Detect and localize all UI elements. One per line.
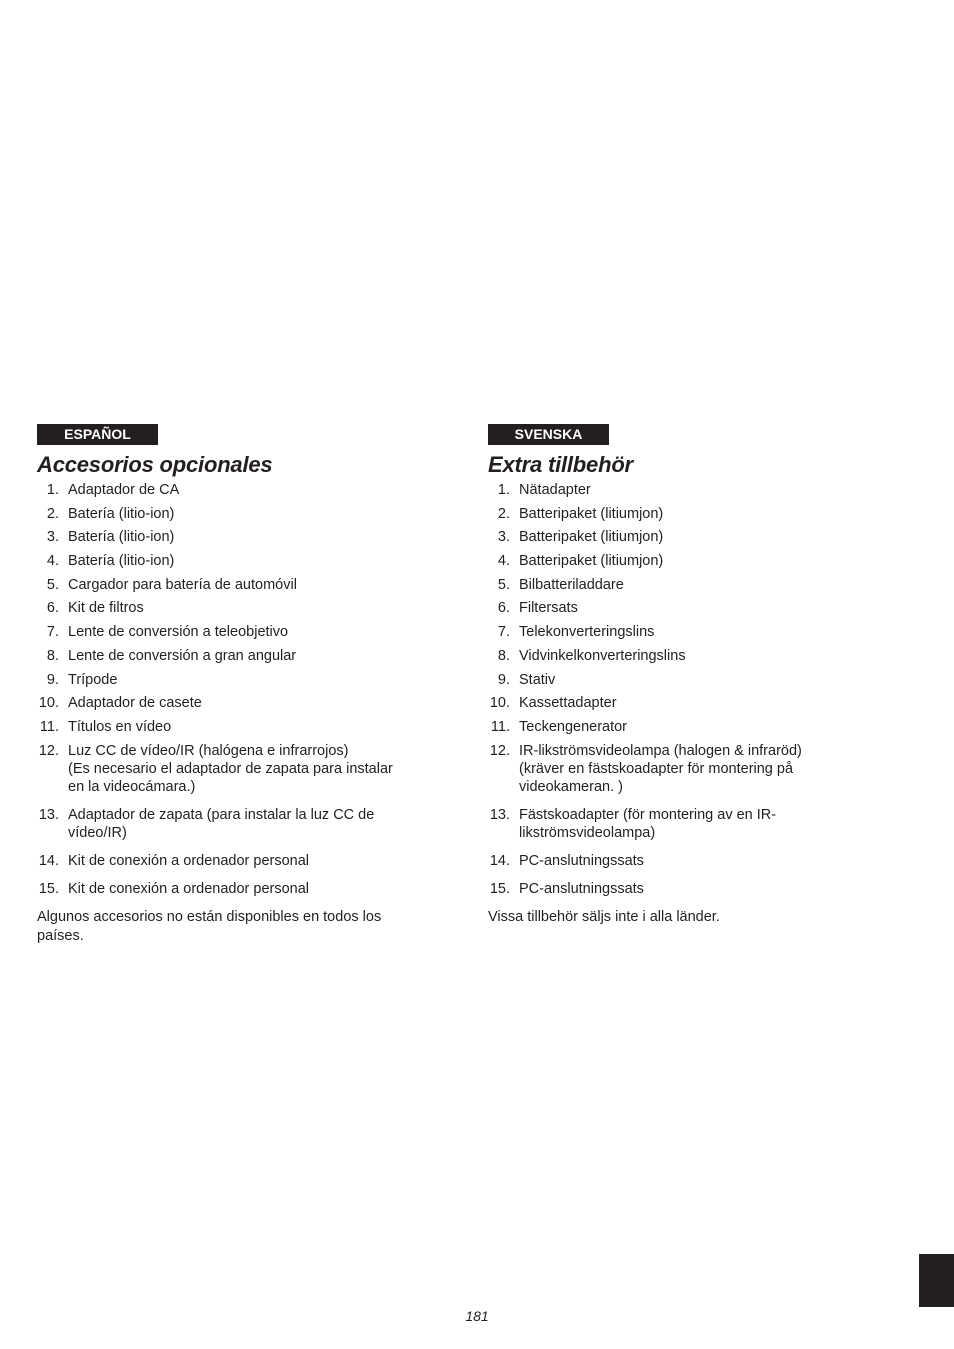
item-text: Lente de conversión a teleobjetivo <box>68 624 289 641</box>
item-text: Batteripaket (litiumjon) <box>519 529 664 546</box>
list-item <box>488 880 868 898</box>
item-text: Títulos en vídeo <box>68 718 172 735</box>
item-number: 10. <box>38 695 59 712</box>
item-number: 10. <box>489 695 510 712</box>
item-text: Telekonverteringslins <box>519 624 655 641</box>
list-item <box>488 481 868 499</box>
item-text: Adaptador de casete <box>68 695 202 712</box>
list-item <box>488 806 868 842</box>
item-number: 3. <box>46 529 59 546</box>
item-text: Batteripaket (litiumjon) <box>519 553 664 570</box>
item-text: Adaptador de CA <box>68 482 180 498</box>
item-number: 12. <box>489 742 510 759</box>
list-item <box>37 852 417 870</box>
list-item <box>488 647 868 665</box>
page-number: 181 <box>465 1308 489 1324</box>
item-text: Batería (litio-ion) <box>68 553 175 570</box>
item-text: Kassettadapter <box>519 695 617 712</box>
list-item <box>488 742 868 796</box>
section-title-svenska: Extra tillbehör <box>488 452 633 477</box>
list-item <box>37 694 417 712</box>
item-text: Trípode <box>68 671 118 688</box>
item-text: Kit de conexión a ordenador personal <box>68 852 310 869</box>
item-text: Kit de conexión a ordenador personal <box>68 880 310 897</box>
item-text: PC-anslutningssats <box>519 852 644 869</box>
item-text: Batteripaket (litiumjon) <box>519 505 664 522</box>
language-tab-espanol: ESPAÑOL <box>37 424 158 445</box>
item-number: 12. <box>38 742 59 759</box>
list-item <box>488 694 868 712</box>
item-number: 4. <box>46 553 59 570</box>
item-number: 15. <box>489 880 510 897</box>
item-text: Fästskoadapter (för montering av en IR- likströmsvideolampa) <box>519 806 777 841</box>
list-item <box>37 481 417 499</box>
item-text: Luz CC de vídeo/IR (halógena e infrarrojos) (Es necesario el adaptador de zapata para instalar en la videocámara.) <box>68 742 393 795</box>
item-text: Cargador para batería de automóvil <box>68 576 297 593</box>
item-text: Teckengenerator <box>519 718 628 735</box>
list-item <box>488 576 868 594</box>
item-number: 1. <box>46 482 59 498</box>
item-text: PC-anslutningssats <box>519 880 644 897</box>
accessory-list-espanol <box>37 481 417 898</box>
item-number: 4. <box>497 553 510 570</box>
item-number: 7. <box>497 624 510 641</box>
item-text: Bilbatteriladdare <box>519 576 624 593</box>
list-item <box>37 528 417 546</box>
list-item <box>37 671 417 689</box>
item-number: 5. <box>497 576 510 593</box>
list-item <box>37 742 417 796</box>
item-number: 2. <box>46 505 59 522</box>
list-item <box>37 505 417 523</box>
item-text: Stativ <box>519 671 556 688</box>
item-number: 8. <box>46 647 59 664</box>
item-text: Batería (litio-ion) <box>68 529 175 546</box>
item-text: Batería (litio-ion) <box>68 505 175 522</box>
swedish-column <box>488 424 868 927</box>
list-item <box>37 806 417 842</box>
list-item <box>37 552 417 570</box>
list-item <box>488 505 868 523</box>
item-number: 6. <box>46 600 59 617</box>
list-item <box>488 623 868 641</box>
item-number: 14. <box>38 852 59 869</box>
item-number: 1. <box>497 482 510 498</box>
availability-note-svenska: Vissa tillbehör säljs inte i alla länder. <box>488 908 720 925</box>
list-item <box>37 647 417 665</box>
item-text: Vidvinkelkonverteringslins <box>519 647 686 664</box>
list-item <box>37 718 417 736</box>
item-text: Filtersats <box>519 600 578 617</box>
item-number: 11. <box>39 718 59 735</box>
item-number: 13. <box>38 806 59 823</box>
item-text: Kit de filtros <box>68 600 144 617</box>
accessory-list-svenska <box>488 481 868 898</box>
item-text: IR-likströmsvideolampa (halogen & infraröd) (kräver en fästskoadapter för montering på videokameran. ) <box>519 742 802 795</box>
item-number: 9. <box>497 671 510 688</box>
list-item <box>488 528 868 546</box>
list-item <box>488 671 868 689</box>
list-item <box>488 552 868 570</box>
item-number: 7. <box>46 624 59 641</box>
item-text: Lente de conversión a gran angular <box>68 647 297 664</box>
item-number: 3. <box>497 529 510 546</box>
list-item <box>488 852 868 870</box>
item-number: 6. <box>497 600 510 617</box>
item-text: Adaptador de zapata (para instalar la luz CC de vídeo/IR) <box>68 806 375 841</box>
language-tab-svenska: SVENSKA <box>488 424 609 445</box>
list-item <box>488 599 868 617</box>
spanish-column <box>37 424 417 946</box>
item-number: 2. <box>497 505 510 522</box>
item-number: 9. <box>46 671 59 688</box>
availability-note-espanol: Algunos accesorios no están disponibles en todos los países. <box>37 908 382 944</box>
section-title-espanol: Accesorios opcionales <box>37 452 273 477</box>
item-number: 15. <box>38 880 59 897</box>
item-number: 11. <box>490 718 510 735</box>
list-item <box>37 576 417 594</box>
item-text: Nätadapter <box>519 482 591 498</box>
item-number: 13. <box>489 806 510 823</box>
list-item <box>37 623 417 641</box>
item-number: 8. <box>497 647 510 664</box>
list-item <box>488 718 868 736</box>
list-item <box>37 599 417 617</box>
item-number: 14. <box>489 852 510 869</box>
list-item <box>37 880 417 898</box>
item-number: 5. <box>46 576 59 593</box>
page-edge-tab <box>919 1254 954 1307</box>
